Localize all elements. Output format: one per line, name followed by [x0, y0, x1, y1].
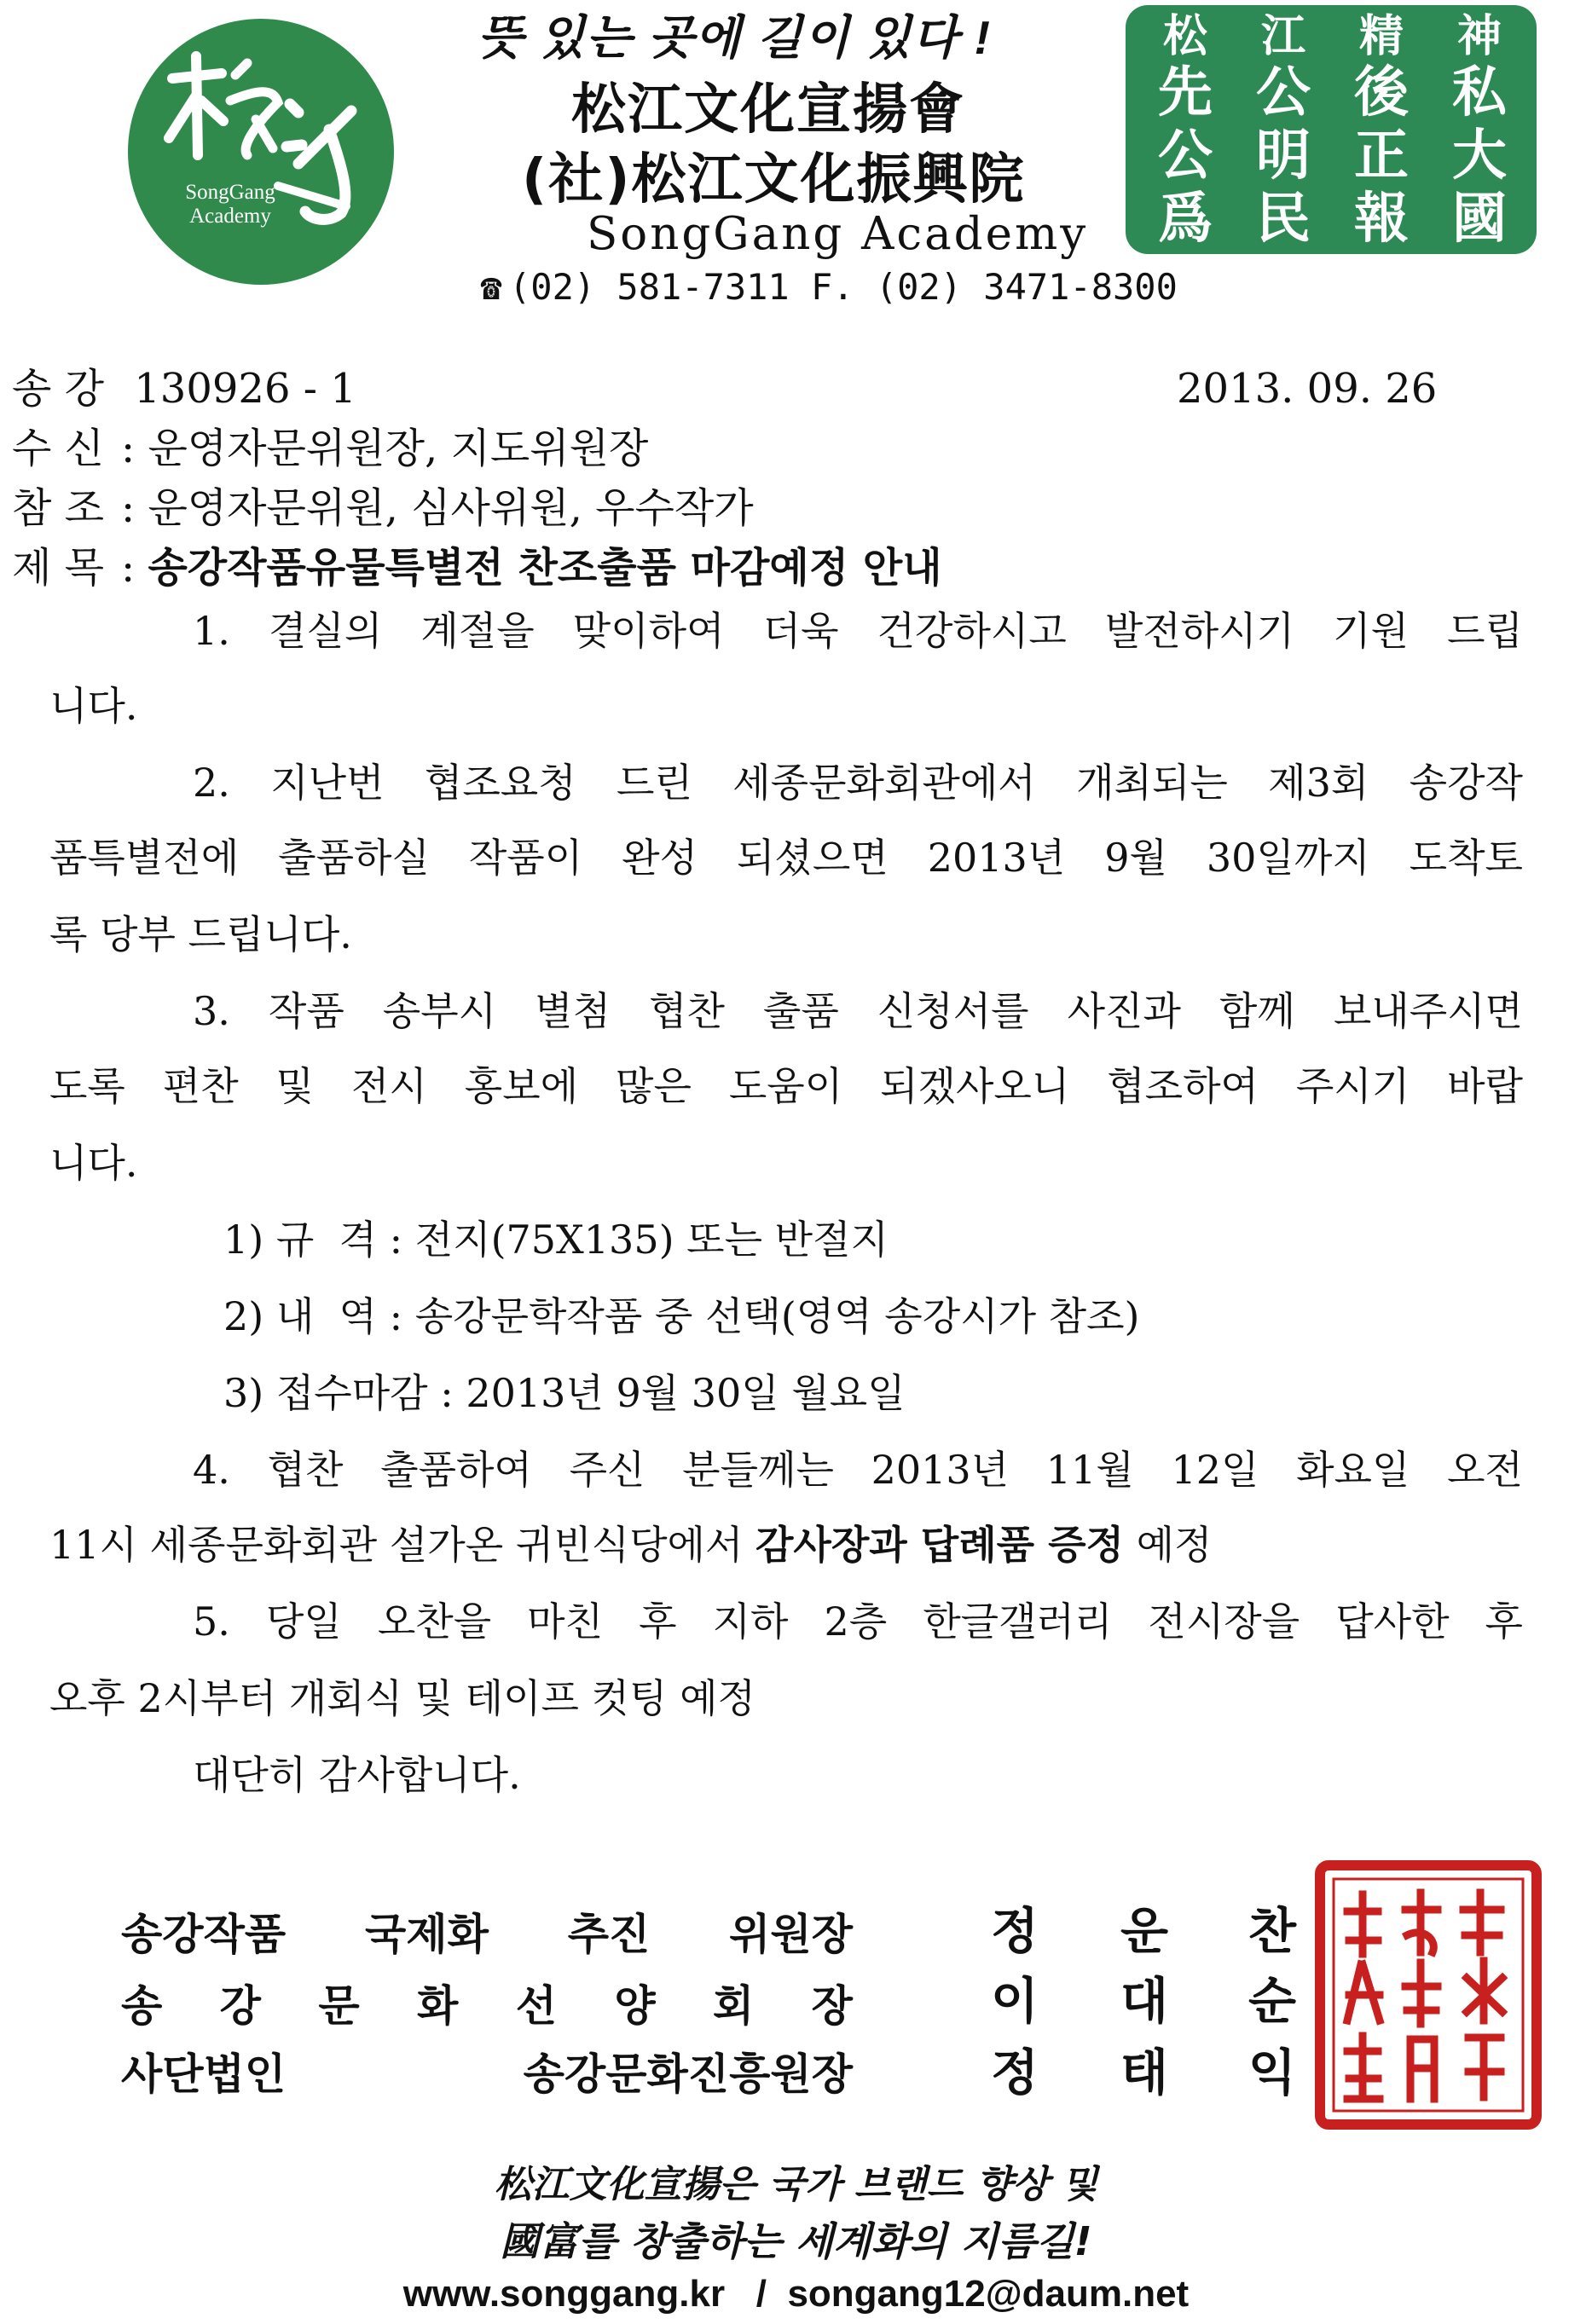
subject-row: [12, 541, 942, 595]
paragraph-4-line-1: 4. 협찬 출품하여 주신 분들께는 2013년 11월 12일 화요일 오전: [193, 1447, 1523, 1493]
motto-char: 爲: [1158, 188, 1213, 251]
signature-name-char: 순: [1248, 1972, 1297, 2030]
motto-char: 正: [1354, 124, 1409, 188]
doc-no-label: 송 강: [12, 365, 104, 413]
list-item-deadline: 3) 접수마감 : 2013년 9월 30일 월요일: [223, 1370, 906, 1416]
motto-char: 私: [1452, 61, 1507, 124]
motto-heading-char: 神: [1456, 11, 1502, 62]
paragraph-4-line-2: [49, 1514, 1212, 1575]
paragraph-2-line-2: 품특별전에 출품하실 작품이 완성 되셨으면 2013년 9월 30일까지 도착토: [49, 835, 1523, 881]
calligraphy-brush-icon: [128, 19, 394, 285]
motto-box: [1126, 5, 1537, 254]
signature-name-char: 이: [991, 1972, 1039, 2030]
list-item-spec: 1) 규 격 : 전지(75X135) 또는 반절지: [223, 1217, 889, 1263]
document-number: [12, 361, 356, 416]
paragraph-3-line-3: 니다.: [49, 1140, 138, 1186]
signature-name-char: 정: [991, 1902, 1039, 1960]
closing-remark: 대단히 감사합니다.: [193, 1752, 521, 1798]
p4-plain-text: 11시 세종문화회관 설가온 귀빈식당에서: [49, 1522, 755, 1568]
motto-char: 報: [1354, 188, 1409, 251]
signature-name-char: 찬: [1248, 1902, 1297, 1960]
paragraph-1-line-1: 1. 결실의 계절을 맞이하여 더욱 건강하시고 발전하시기 기원 드립: [193, 608, 1523, 654]
separator: :: [121, 484, 136, 532]
paragraph-5-line-1: 5. 당일 오찬을 마친 후 지하 2층 한글갤러리 전시장을 답사한 후: [193, 1598, 1523, 1645]
paragraph-3-line-1: 3. 작품 송부시 별첨 협찬 출품 신청서를 사진과 함께 보내주시면: [193, 988, 1523, 1034]
recipient-label: 수 신: [12, 425, 104, 472]
signature-name-char: 익: [1248, 2044, 1297, 2101]
reference-label: 참 조: [12, 484, 104, 532]
subject-value: 송강작품유물특별전 찬조출품 마감예정 안내: [148, 544, 942, 592]
logo-sub-line-1: SongGang: [185, 181, 275, 204]
signature-title-3: 사단법인 송강문화진흥원장: [121, 2049, 853, 2099]
footer-tagline-1: 松江文化宣揚은 국가 브랜드 향상 및: [494, 2163, 1098, 2206]
recipient-row: [12, 421, 648, 476]
list-item-content: 2) 내 역 : 송강문학작품 중 선택(영역 송강시가 참조): [223, 1293, 1140, 1339]
separator: :: [121, 544, 136, 592]
p4-tail-text: 예정: [1123, 1522, 1213, 1568]
paragraph-5-line-2: 오후 2시부터 개회식 및 테이프 컷팅 예정: [49, 1675, 755, 1721]
document-date: 2013. 09. 26: [1177, 365, 1438, 413]
signature-name-char: 운: [1120, 1902, 1169, 1960]
logo-sub-line-2: Academy: [189, 205, 271, 228]
motto-char: 國: [1452, 188, 1507, 251]
doc-no-value: 130926 - 1: [134, 365, 356, 413]
signature-name-char: 정: [991, 2044, 1039, 2101]
academy-logo: [128, 19, 394, 285]
p4-bold-text: 감사장과 답례품 증정: [755, 1522, 1124, 1568]
recipient-value: 운영자문위원장, 지도위원장: [148, 425, 649, 472]
signature-title-2: 송 강 문 화 선 양 회 장: [121, 1981, 853, 2031]
org-name-line-1: 松江文化宣揚會: [571, 78, 965, 142]
motto-char: 明: [1256, 124, 1311, 188]
footer-tagline-2: 國富를 창출하는 세계화의 지름길!: [500, 2218, 1092, 2264]
footer-divider: /: [755, 2273, 767, 2315]
signature-name-char: 대: [1120, 1972, 1169, 2030]
official-seal-icon: [1313, 1859, 1543, 2131]
separator: :: [121, 425, 136, 472]
motto-heading-char: 松: [1162, 11, 1207, 62]
org-english-name: SongGang Academy: [587, 208, 1089, 260]
motto-heading-char: 精: [1358, 11, 1404, 62]
motto-char: 民: [1256, 188, 1311, 251]
paragraph-1-line-2: 니다.: [49, 683, 138, 729]
paragraph-3-line-2: 도록 편찬 및 전시 홍보에 많은 도움이 되겠사오니 협조하여 주시기 바랍: [49, 1063, 1523, 1109]
motto-char: 公: [1256, 61, 1311, 124]
website-link[interactable]: www.songgang.kr: [402, 2273, 726, 2315]
footer-contact: [375, 2268, 1217, 2321]
motto-char: 後: [1354, 61, 1409, 124]
signature-name-char: 태: [1120, 2044, 1169, 2101]
email-link[interactable]: songang12@daum.net: [787, 2273, 1190, 2315]
subject-label: 제 목: [12, 544, 104, 592]
motto-char: 公: [1158, 124, 1213, 188]
phone-fax-numbers: (02) 581-7311 F. (02) 3471-8300: [509, 266, 1178, 308]
org-name-line-2: (社)松江文化振興院: [522, 148, 1026, 211]
reference-row: [12, 481, 754, 535]
signature-title-1: 송강작품 국제화 추진 위원장: [121, 1910, 853, 1959]
paragraph-2-line-1: 2. 지난번 협조요청 드린 세종문화회관에서 개최되는 제3회 송강작: [193, 760, 1523, 806]
reference-value: 운영자문위원, 심사위원, 우수작가: [148, 484, 754, 532]
motto-heading-char: 江: [1260, 11, 1305, 62]
paragraph-2-line-3: 록 당부 드립니다.: [49, 911, 352, 957]
motto-char: 大: [1452, 124, 1507, 188]
telephone-icon: ☎: [480, 266, 502, 308]
slogan: 뜻 있는 곳에 길이 있다 !: [478, 11, 992, 64]
contact-line: [473, 266, 1178, 309]
motto-char: 先: [1158, 61, 1213, 124]
